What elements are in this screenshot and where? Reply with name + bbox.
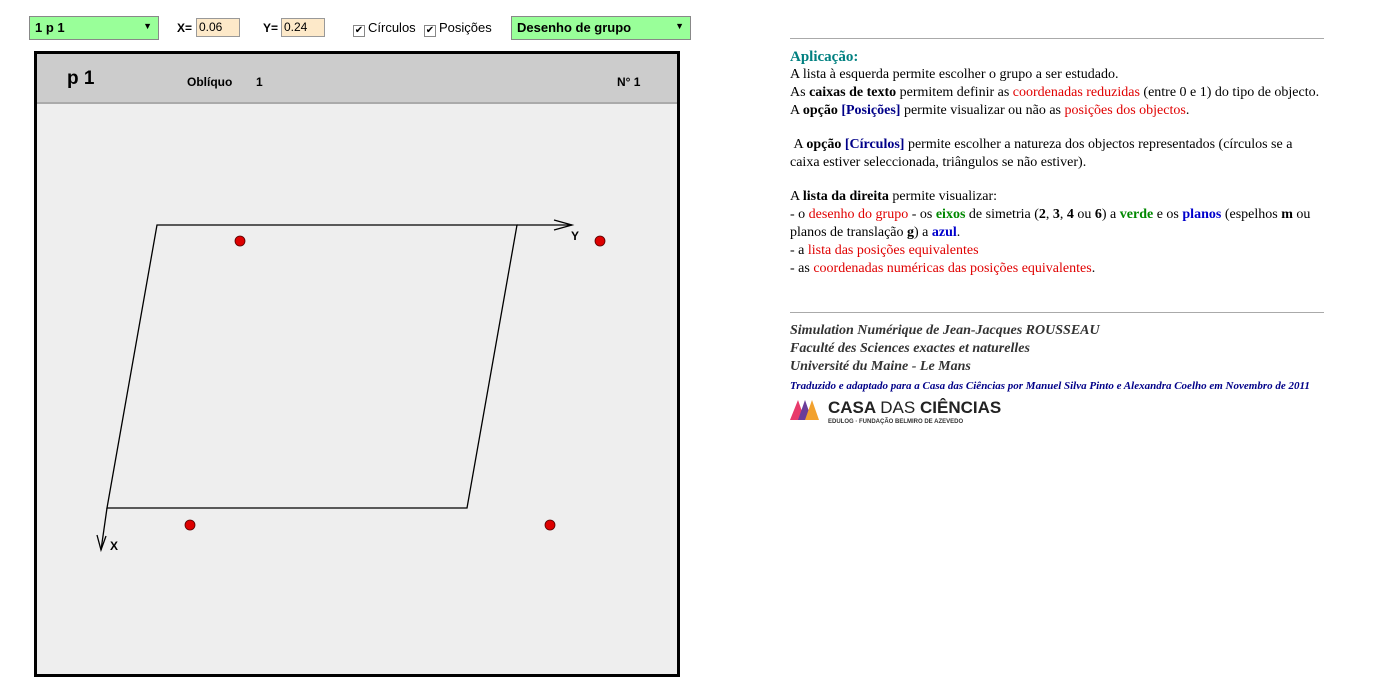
logo-mark-icon	[790, 398, 820, 422]
unit-cell	[107, 225, 517, 508]
credit-line-4: Traduzido e adaptado para a Casa das Ciências por Manuel Silva Pinto e Alexandra Coelho em Novembro de 2011	[790, 380, 1310, 392]
casa-das-ciencias-logo[interactable]	[790, 397, 1324, 431]
logo-subtitle: EDULOG · FUNDAÇÃO BELMIRO DE AZEVEDO	[828, 419, 964, 425]
divider	[790, 38, 1324, 39]
y-input[interactable]: 0.24	[281, 18, 325, 37]
divider	[790, 312, 1324, 313]
group-select[interactable]	[29, 16, 159, 40]
group-number: N° 1	[617, 75, 641, 89]
view-select[interactable]	[511, 16, 691, 40]
position-circle	[235, 236, 245, 246]
logo-wordmark: CASA DAS CIÊNCIAS	[828, 398, 1002, 417]
aplicacao-l8: - as coordenadas numéricas das posições equivalentes.	[790, 261, 1096, 276]
lattice-number: 1	[256, 75, 263, 89]
x-label: X=	[177, 21, 193, 35]
aplicacao-l2: As caixas de texto permitem definir as coordenadas reduzidas (entre 0 e 1) do tipo de objecto.	[790, 85, 1320, 100]
group-select-value: 1 p 1	[35, 20, 65, 35]
axis-x-label: X	[110, 539, 119, 553]
x-input[interactable]: 0.06	[196, 18, 240, 37]
aplicacao-l7: - a lista das posições equivalentes	[790, 243, 979, 258]
group-title: p 1	[67, 68, 95, 89]
credit-line-1: Simulation Numérique de Jean-Jacques ROUSSEAU	[790, 323, 1100, 338]
x-axis	[101, 508, 107, 550]
aplicacao-l1: A lista à esquerda permite escolher o grupo a ser estudado.	[790, 67, 1119, 82]
position-circle	[545, 520, 555, 530]
aplicacao-l5: A lista da direita permite visualizar:	[790, 189, 997, 204]
credit-line-2: Faculté des Sciences exactes et naturelles	[790, 341, 1030, 356]
circles-checkbox[interactable]: ✔	[354, 25, 364, 36]
aplicacao-l3: A opção [Posições] permite visualizar ou não as posições dos objectos.	[790, 103, 1190, 118]
credit-line-3: Université du Maine - Le Mans	[790, 359, 971, 374]
chevron-down-icon: ▼	[143, 21, 152, 31]
description-column	[790, 20, 1324, 431]
y-label: Y=	[263, 21, 279, 35]
positions-label: Posições	[439, 20, 492, 35]
chevron-down-icon: ▼	[675, 21, 684, 31]
positions-checkbox[interactable]: ✔	[425, 25, 435, 36]
aplicacao-l6: - o desenho do grupo - os eixos de simetria (2, 3, 4 ou 6) a verde e os planos (espelhos m ou planos de translação g) a azul.	[790, 207, 1311, 240]
circles-option[interactable]	[353, 20, 416, 37]
aplicacao-l4: A opção [Círculos] permite escolher a natureza dos objectos representados (círculos se a caixa estiver seleccionada, triângulos se não estiver).	[790, 137, 1293, 170]
lattice-type: Oblíquo	[187, 75, 233, 89]
drawing-canvas	[37, 54, 677, 674]
position-circle	[185, 520, 195, 530]
circles-label: Círculos	[368, 20, 416, 35]
group-drawing-panel	[34, 51, 680, 677]
view-select-value: Desenho de grupo	[517, 20, 632, 35]
position-circle	[595, 236, 605, 246]
positions-option[interactable]	[424, 20, 492, 37]
axis-y-label: Y	[571, 229, 580, 243]
aplicacao-heading: Aplicação:	[790, 49, 859, 65]
